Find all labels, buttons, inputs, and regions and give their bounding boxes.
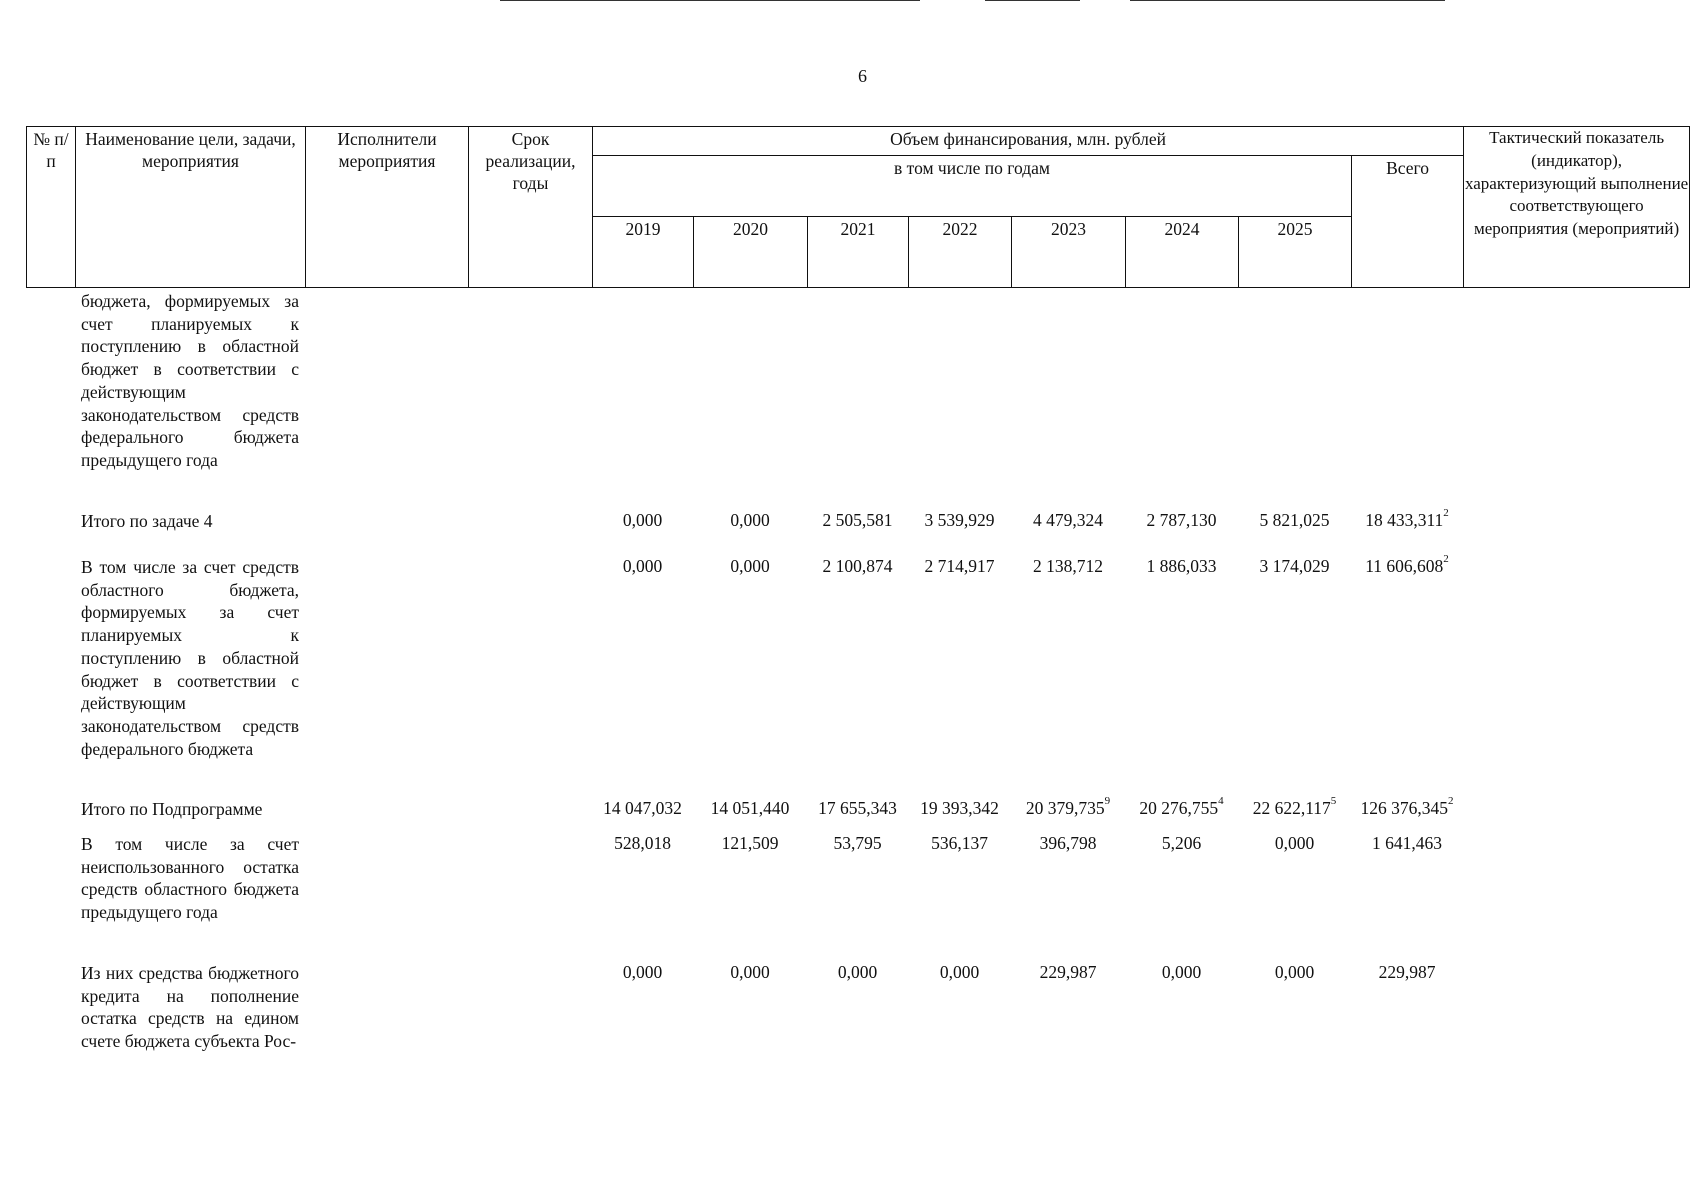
row-value: 0,000 [622, 510, 663, 530]
header-year: 2024 [1126, 216, 1239, 287]
header-col-total: Всего [1352, 156, 1464, 288]
row-value: 121,509 [721, 833, 779, 853]
row-value: 5 821,025 [1259, 510, 1330, 530]
row-value: 2 505,581 [822, 510, 893, 530]
header-col-executors: Исполнители мероприятия [306, 127, 469, 288]
row-description: В том числе за счет неиспользованного остатка средств областного бюджета предыдущего года [81, 834, 299, 923]
row-value: 14 047,032 [603, 798, 682, 818]
footnote-mark: 9 [1104, 795, 1111, 807]
row-value: 0,000 [730, 556, 770, 576]
row-value: 4 479,324 [1033, 510, 1103, 530]
header-year: 2023 [1012, 216, 1126, 287]
row-value: 2 787,130 [1146, 510, 1217, 530]
header-col-term: Срок реализации, годы [469, 127, 593, 288]
header-col-by-years: в том числе по годам [593, 156, 1352, 217]
header-col-indicator: Тактический показатель (индикатор), характеризующий выполнение соответствующего мероприятия (мероприятий) [1464, 127, 1690, 288]
row-description: Из них средства бюджетного кредита на пополнение остатка средств на едином счете бюджета субъекта Рос- [81, 963, 299, 1052]
row-total: 1 641,463 [1372, 833, 1442, 853]
header-col-number: № п/п [27, 127, 76, 288]
row-value: 20 276,755 [1139, 798, 1219, 818]
row-value: 3 174,029 [1259, 556, 1330, 576]
row-total: 11 606,608 [1365, 556, 1444, 576]
row-value: 0,000 [1274, 833, 1315, 853]
header-col-name: Наименование цели, задачи, мероприятия [76, 127, 306, 288]
row-description: Итого по задаче 4 [81, 511, 213, 531]
header-year: 2022 [909, 216, 1012, 287]
row-value: 2 100,874 [822, 556, 893, 576]
row-value: 3 539,929 [924, 510, 995, 530]
row-value: 17 655,343 [818, 798, 897, 818]
row-value: 0,000 [939, 962, 980, 982]
row-value: 0,000 [1274, 962, 1315, 982]
footnote-mark: 5 [1330, 795, 1337, 807]
row-value: 0,000 [730, 510, 770, 530]
row-value: 2 714,917 [924, 556, 995, 576]
footnote-mark: 2 [1448, 795, 1454, 807]
row-value: 20 379,735 [1025, 798, 1105, 818]
row-value: 0,000 [622, 556, 663, 576]
top-edge-line [985, 0, 1080, 1]
row-value: 2 138,712 [1033, 556, 1103, 576]
row-value: 14 051,440 [710, 798, 790, 818]
row-value: 0,000 [1161, 962, 1202, 982]
row-value: 5,206 [1161, 833, 1202, 853]
footnote-mark: 4 [1218, 795, 1224, 807]
row-description: бюджета, формируемых за счет планируемых к поступлению в областной бюджет в соответствии с действующим законодательством средств федерального бюджета предыдущего года [81, 291, 299, 470]
row-value: 0,000 [837, 962, 878, 982]
footnote-mark: 2 [1443, 507, 1449, 519]
row-total: 126 376,345 [1360, 798, 1448, 818]
row-value: 536,137 [931, 833, 988, 853]
header-col-funding: Объем финансирования, млн. рублей [593, 127, 1464, 156]
header-year: 2025 [1239, 216, 1352, 287]
row-value: 528,018 [614, 833, 671, 853]
top-edge-line [1130, 0, 1445, 1]
row-total: 229,987 [1378, 962, 1436, 982]
row-value: 396,798 [1039, 833, 1097, 853]
row-total: 18 433,311 [1365, 510, 1444, 530]
header-year: 2021 [808, 216, 909, 287]
row-value: 22 622,117 [1252, 798, 1331, 818]
row-value: 0,000 [622, 962, 663, 982]
footnote-mark: 2 [1443, 553, 1449, 565]
row-value: 229,987 [1039, 962, 1097, 982]
row-value: 19 393,342 [920, 798, 999, 818]
header-year: 2020 [694, 216, 808, 287]
row-value: 1 886,033 [1146, 556, 1217, 576]
header-year: 2019 [593, 216, 694, 287]
row-description: В том числе за счет средств областного бюджета, формируемых за счет планируемых к поступлению в областной бюджет в соответствии с действующим законодательством средств федерального бюджета [81, 557, 299, 759]
row-description: Итого по Подпрограмме [81, 799, 263, 819]
page-number: 6 [858, 66, 867, 86]
table-header [26, 126, 1690, 288]
top-edge-line [500, 0, 920, 1]
row-value: 53,795 [833, 833, 882, 853]
row-value: 0,000 [730, 962, 770, 982]
